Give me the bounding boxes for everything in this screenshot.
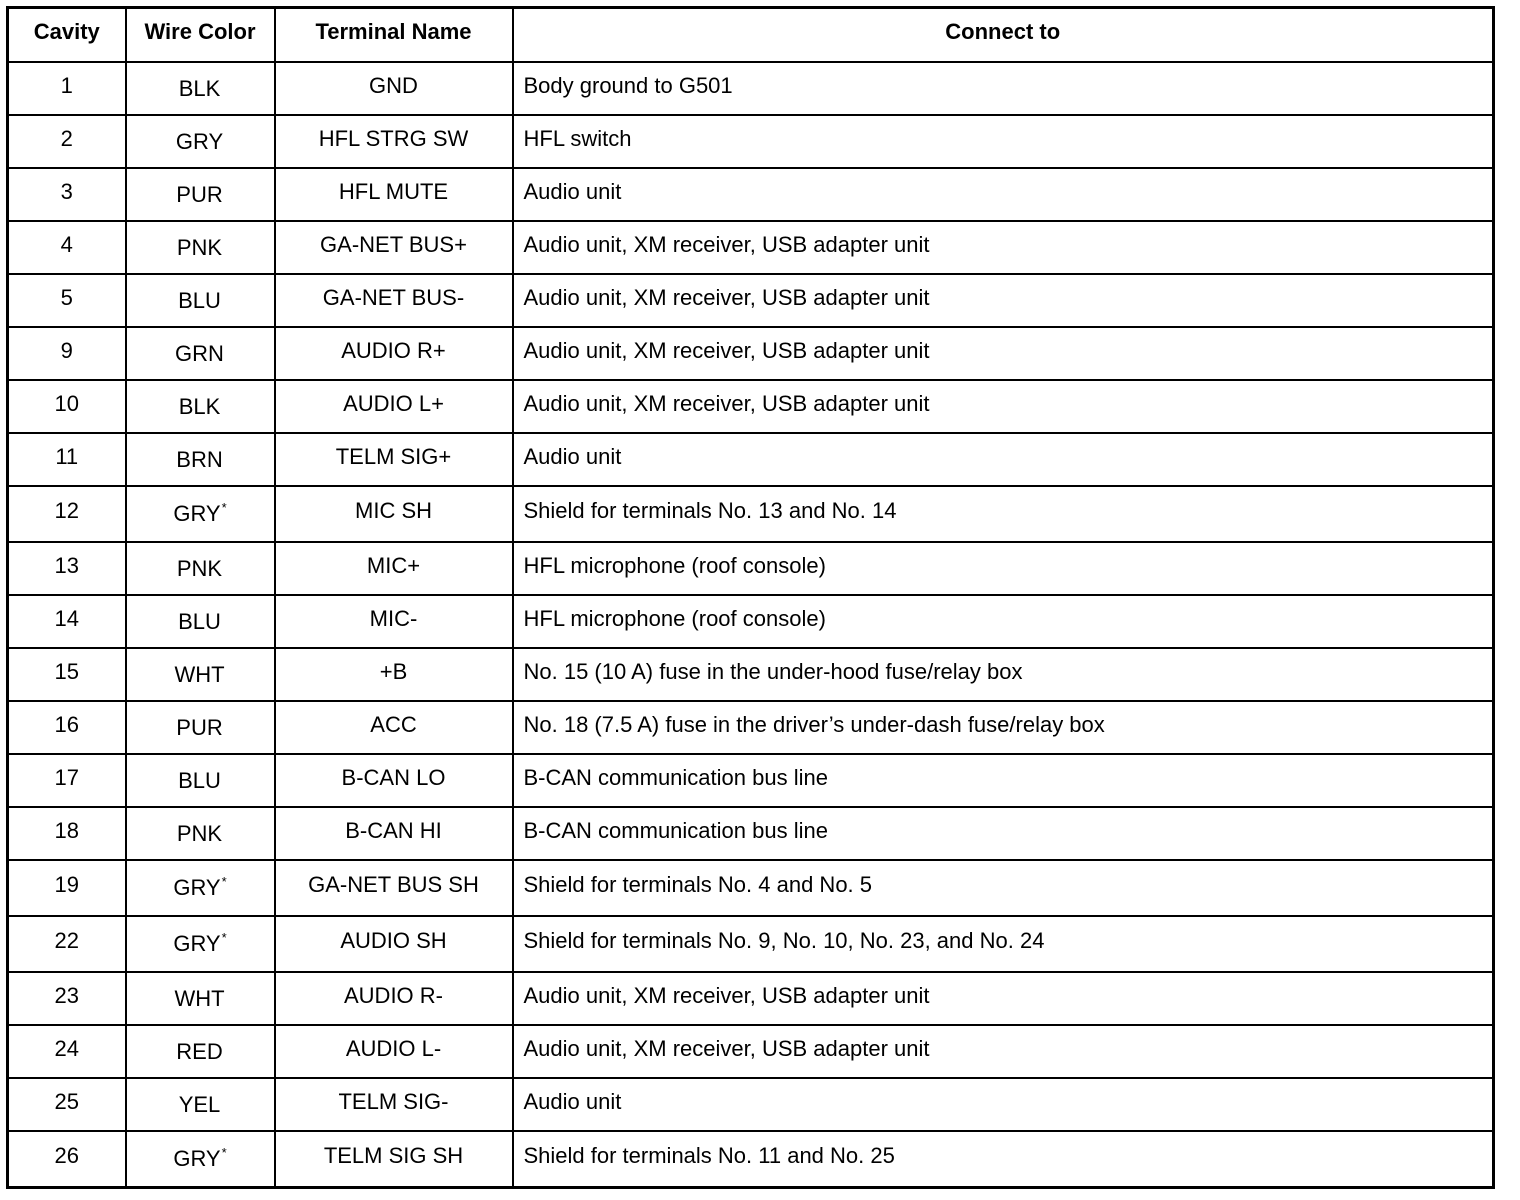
shield-footnote-mark: * — [221, 1145, 227, 1160]
wire-color-text: BLK — [178, 393, 221, 419]
cavity-cell: 23 — [8, 972, 126, 1025]
wire-color-cell — [126, 807, 275, 860]
cavity-cell: 25 — [8, 1078, 126, 1131]
cavity-cell: 10 — [8, 380, 126, 433]
table-row — [8, 754, 1494, 807]
table-row — [8, 860, 1494, 916]
terminal-name-cell: ACC — [275, 701, 513, 754]
table-row — [8, 168, 1494, 221]
wire-color-text: GRN — [175, 340, 224, 366]
connect-to-cell: Audio unit — [513, 168, 1494, 221]
connect-to-cell: Audio unit, XM receiver, USB adapter unit — [513, 380, 1494, 433]
cavity-cell: 1 — [8, 62, 126, 115]
cavity-cell: 16 — [8, 701, 126, 754]
wire-color-cell — [126, 754, 275, 807]
wire-color-cell — [126, 595, 275, 648]
cavity-cell: 12 — [8, 486, 126, 542]
connect-to-cell: B-CAN communication bus line — [513, 754, 1494, 807]
cavity-cell: 5 — [8, 274, 126, 327]
wire-color-cell — [126, 433, 275, 486]
wire-color-text: GRY — [173, 501, 221, 526]
cavity-cell: 18 — [8, 807, 126, 860]
terminal-name-cell: MIC- — [275, 595, 513, 648]
header-connect-to: Connect to — [513, 8, 1494, 63]
cavity-cell: 2 — [8, 115, 126, 168]
table-row — [8, 380, 1494, 433]
table-row — [8, 648, 1494, 701]
wire-color-text: PUR — [176, 714, 223, 740]
table-row — [8, 701, 1494, 754]
wire-color-cell — [126, 916, 275, 972]
terminal-name-cell: +B — [275, 648, 513, 701]
wire-color-cell — [126, 274, 275, 327]
terminal-name-cell: B-CAN LO — [275, 754, 513, 807]
terminal-name-cell: TELM SIG+ — [275, 433, 513, 486]
terminal-name-cell: AUDIO L- — [275, 1025, 513, 1078]
terminal-name-cell: AUDIO R- — [275, 972, 513, 1025]
table-row — [8, 972, 1494, 1025]
connector-pinout-table — [6, 6, 1495, 1189]
wire-color-cell — [126, 168, 275, 221]
connect-to-cell: Shield for terminals No. 4 and No. 5 — [513, 860, 1494, 916]
wire-color-text: YEL — [178, 1091, 221, 1117]
terminal-name-cell: GA-NET BUS- — [275, 274, 513, 327]
wire-color-cell — [126, 648, 275, 701]
wire-color-cell — [126, 62, 275, 115]
terminal-name-cell: AUDIO L+ — [275, 380, 513, 433]
wire-color-text: BLU — [178, 287, 221, 313]
connect-to-cell: Shield for terminals No. 9, No. 10, No. 23, and No. 24 — [513, 916, 1494, 972]
connect-to-cell: Audio unit, XM receiver, USB adapter unit — [513, 972, 1494, 1025]
connect-to-cell: Audio unit, XM receiver, USB adapter unit — [513, 327, 1494, 380]
wire-color-cell — [126, 115, 275, 168]
terminal-name-cell: MIC+ — [275, 542, 513, 595]
terminal-name-cell: GA-NET BUS+ — [275, 221, 513, 274]
wire-color-text: GRY — [175, 128, 224, 154]
cavity-cell: 14 — [8, 595, 126, 648]
wire-color-cell — [126, 221, 275, 274]
table-row — [8, 1131, 1494, 1188]
wire-color-text: WHT — [174, 661, 225, 687]
connect-to-cell: No. 15 (10 A) fuse in the under-hood fuse/relay box — [513, 648, 1494, 701]
table-row — [8, 327, 1494, 380]
terminal-name-cell: TELM SIG- — [275, 1078, 513, 1131]
terminal-name-cell: GND — [275, 62, 513, 115]
table-row — [8, 1025, 1494, 1078]
wire-color-cell — [126, 701, 275, 754]
connect-to-cell: Audio unit — [513, 1078, 1494, 1131]
wire-color-text: GRY — [173, 875, 221, 900]
cavity-cell: 13 — [8, 542, 126, 595]
cavity-cell: 3 — [8, 168, 126, 221]
wire-color-text: PNK — [176, 555, 223, 581]
table-row — [8, 486, 1494, 542]
table-row — [8, 221, 1494, 274]
wire-color-text: BLU — [178, 767, 221, 793]
cavity-cell: 24 — [8, 1025, 126, 1078]
cavity-cell: 17 — [8, 754, 126, 807]
connect-to-cell: B-CAN communication bus line — [513, 807, 1494, 860]
table-row — [8, 595, 1494, 648]
shield-footnote-mark: * — [221, 930, 227, 945]
table-row — [8, 916, 1494, 972]
wire-color-text: PNK — [176, 234, 223, 260]
wire-color-cell — [126, 380, 275, 433]
connect-to-cell: No. 18 (7.5 A) fuse in the driver’s under-dash fuse/relay box — [513, 701, 1494, 754]
wire-color-cell — [126, 1131, 275, 1188]
table-row — [8, 1078, 1494, 1131]
wire-color-cell — [126, 542, 275, 595]
connect-to-cell: Audio unit, XM receiver, USB adapter unit — [513, 274, 1494, 327]
cavity-cell: 26 — [8, 1131, 126, 1188]
cavity-cell: 11 — [8, 433, 126, 486]
cavity-cell: 22 — [8, 916, 126, 972]
wire-color-cell — [126, 972, 275, 1025]
terminal-name-cell: HFL MUTE — [275, 168, 513, 221]
wire-color-cell — [126, 486, 275, 542]
table-row — [8, 274, 1494, 327]
connect-to-cell: Body ground to G501 — [513, 62, 1494, 115]
header-terminal-name: Terminal Name — [275, 8, 513, 63]
table-row — [8, 62, 1494, 115]
terminal-name-cell: B-CAN HI — [275, 807, 513, 860]
connect-to-cell: Audio unit, XM receiver, USB adapter unit — [513, 1025, 1494, 1078]
table-row — [8, 807, 1494, 860]
wire-color-text: PUR — [176, 181, 223, 207]
shield-footnote-mark: * — [221, 500, 227, 515]
wire-color-text: RED — [176, 1038, 223, 1064]
wire-color-text: GRY — [173, 931, 221, 956]
wire-color-text: WHT — [174, 985, 225, 1011]
connect-to-cell: Audio unit — [513, 433, 1494, 486]
cavity-cell: 19 — [8, 860, 126, 916]
terminal-name-cell: HFL STRG SW — [275, 115, 513, 168]
connect-to-cell: Shield for terminals No. 13 and No. 14 — [513, 486, 1494, 542]
wire-color-text: PNK — [176, 820, 223, 846]
wire-color-text: GRY — [173, 1146, 221, 1171]
terminal-name-cell: MIC SH — [275, 486, 513, 542]
wire-color-text: BLK — [178, 75, 221, 101]
wire-color-cell — [126, 1025, 275, 1078]
cavity-cell: 4 — [8, 221, 126, 274]
connect-to-cell: HFL microphone (roof console) — [513, 542, 1494, 595]
connect-to-cell: HFL switch — [513, 115, 1494, 168]
terminal-name-cell: AUDIO SH — [275, 916, 513, 972]
wire-color-cell — [126, 1078, 275, 1131]
wire-color-cell — [126, 860, 275, 916]
header-cavity: Cavity — [8, 8, 126, 63]
table-row — [8, 115, 1494, 168]
header-row — [8, 8, 1494, 63]
connect-to-cell: Audio unit, XM receiver, USB adapter unit — [513, 221, 1494, 274]
terminal-name-cell: TELM SIG SH — [275, 1131, 513, 1188]
cavity-cell: 15 — [8, 648, 126, 701]
connect-to-cell: HFL microphone (roof console) — [513, 595, 1494, 648]
wire-color-text: BLU — [178, 608, 221, 634]
connect-to-cell: Shield for terminals No. 11 and No. 25 — [513, 1131, 1494, 1188]
table-row — [8, 433, 1494, 486]
table-body — [8, 62, 1494, 1188]
table-row — [8, 542, 1494, 595]
wire-color-text: BRN — [176, 446, 223, 472]
terminal-name-cell: AUDIO R+ — [275, 327, 513, 380]
terminal-name-cell: GA-NET BUS SH — [275, 860, 513, 916]
cavity-cell: 9 — [8, 327, 126, 380]
header-wire-color: Wire Color — [126, 8, 275, 63]
shield-footnote-mark: * — [221, 874, 227, 889]
wire-color-cell — [126, 327, 275, 380]
